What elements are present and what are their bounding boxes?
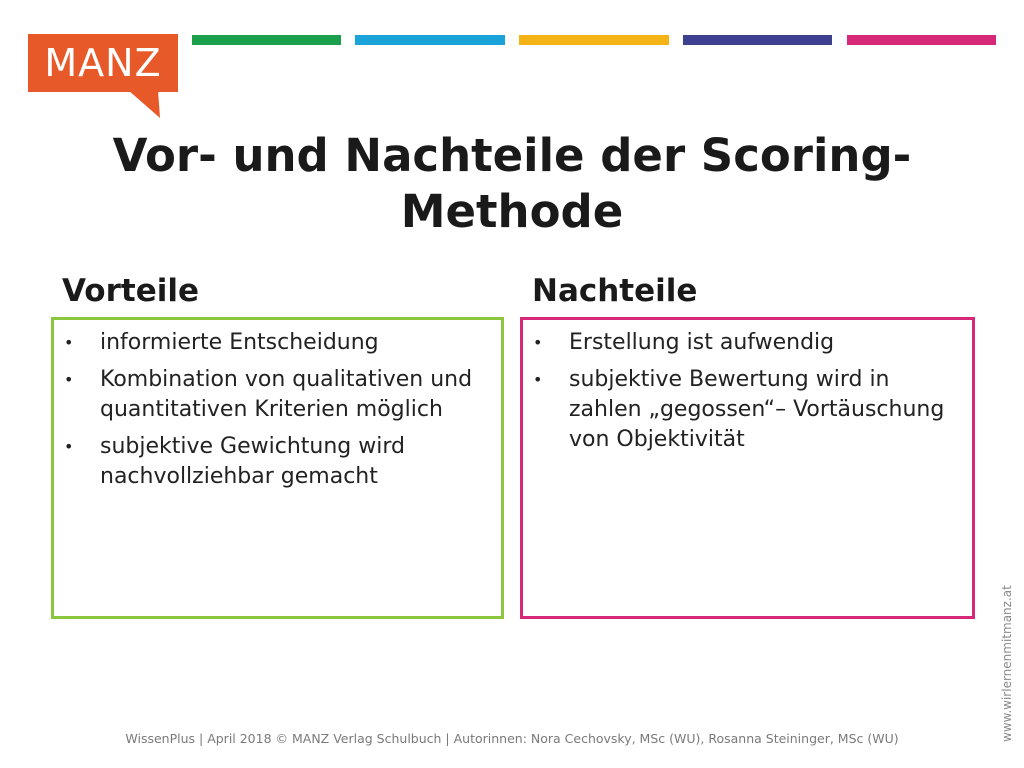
logo-text: MANZ bbox=[28, 34, 178, 92]
footer-text: WissenPlus | April 2018 © MANZ Verlag Schulbuch | Autorinnen: Nora Cechovsky, MSc (WU), Rosanna Steininger, MSc (WU) bbox=[125, 731, 899, 746]
advantages-list bbox=[54, 320, 501, 492]
stripe-pink bbox=[847, 35, 996, 45]
bullet-icon: • bbox=[533, 370, 543, 389]
stripe-green bbox=[192, 35, 341, 45]
stripe-navy bbox=[683, 35, 832, 45]
advantages-box bbox=[51, 317, 504, 619]
disadvantages-heading: Nachteile bbox=[532, 273, 698, 309]
disadvantages-box bbox=[520, 317, 975, 619]
list-item: • Erstellung ist aufwendig bbox=[569, 328, 956, 358]
logo-speech-tail-icon bbox=[128, 90, 162, 120]
bullet-icon: • bbox=[533, 333, 543, 352]
manz-logo bbox=[28, 34, 180, 120]
title-line-2: Methode bbox=[400, 185, 624, 238]
bullet-icon: • bbox=[64, 333, 74, 352]
list-item: • Kombination von qualitativen und quantitativen Kriterien möglich bbox=[64, 367, 473, 422]
advantages-heading: Vorteile bbox=[62, 273, 200, 309]
list-item: • informierte Entscheidung bbox=[100, 328, 485, 358]
side-url: www.wirlernenmitmanz.at bbox=[1000, 585, 1014, 742]
disadvantages-list bbox=[523, 320, 972, 455]
stripe-yellow bbox=[519, 35, 669, 45]
list-item: • subjektive Bewertung wird in zahlen „gegossen“– Vortäuschung von Objektivität bbox=[533, 367, 945, 452]
color-stripes bbox=[192, 35, 997, 45]
bullet-icon: • bbox=[64, 437, 74, 456]
bullet-icon: • bbox=[64, 370, 74, 389]
slide-title bbox=[40, 128, 984, 240]
list-item: • subjektive Gewichtung wird nachvollziehbar gemacht bbox=[64, 434, 405, 489]
stripe-blue bbox=[355, 35, 505, 45]
title-line-1: Vor- und Nachteile der Scoring- bbox=[112, 129, 912, 182]
